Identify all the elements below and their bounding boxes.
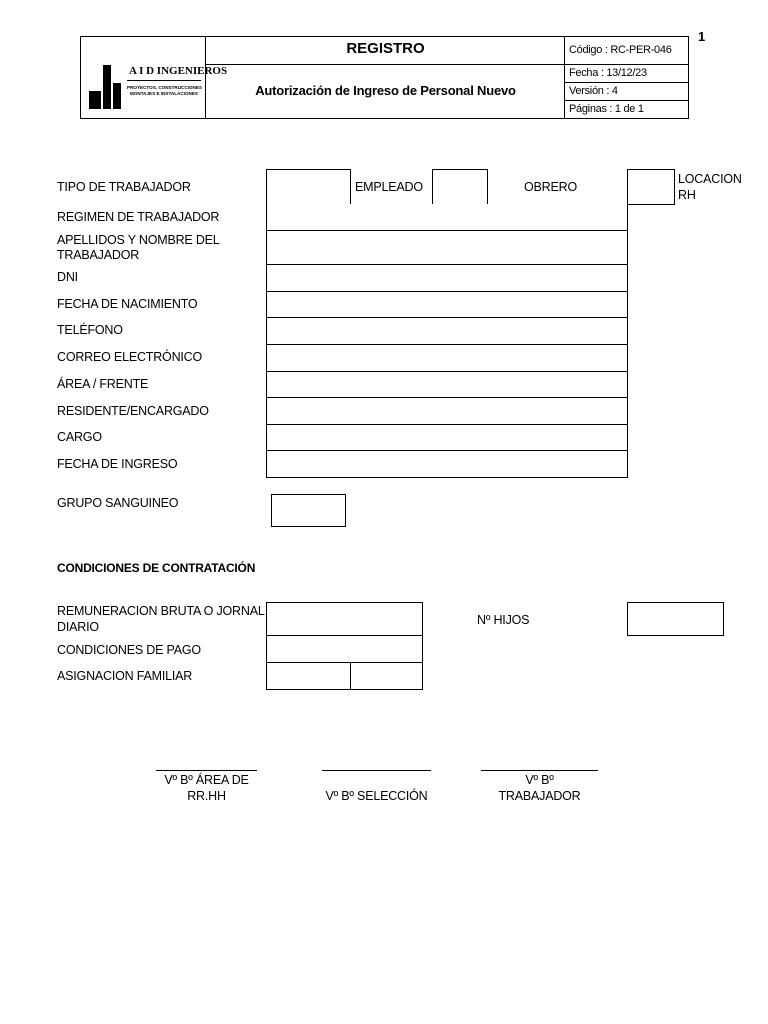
logo-subtitle: PROYECTOS, CONSTRUCCIONES xyxy=(127,85,202,90)
company-logo xyxy=(89,65,228,111)
document-subtitle: Autorización de Ingreso de Personal Nuevo xyxy=(255,83,516,98)
telefono-field[interactable] xyxy=(266,317,628,345)
fecha-nacimiento-label: FECHA DE NACIMIENTO xyxy=(57,297,198,311)
document-title: REGISTRO xyxy=(346,40,425,57)
signature-line-seleccion xyxy=(322,770,431,771)
grupo-sanguineo-label: GRUPO SANGUINEO xyxy=(57,496,179,510)
signature-trabajador-label: Vº Bº xyxy=(525,773,554,787)
empleado-checkbox[interactable] xyxy=(266,169,351,205)
telefono-label: TELÉFONO xyxy=(57,323,123,337)
area-label: ÁREA / FRENTE xyxy=(57,377,149,391)
cargo-field[interactable] xyxy=(266,424,628,451)
grupo-sanguineo-field[interactable] xyxy=(271,494,346,527)
condiciones-pago-label: CONDICIONES DE PAGO xyxy=(57,643,201,657)
signature-trabajador-label: TRABAJADOR xyxy=(498,789,581,803)
header-divider xyxy=(205,64,688,65)
logo-mark-icon xyxy=(89,65,125,109)
remuneracion-label: REMUNERACION BRUTA O JORNAL xyxy=(57,604,265,618)
area-field[interactable] xyxy=(266,371,628,398)
signature-line-rrhh xyxy=(156,770,257,771)
apellidos-label: APELLIDOS Y NOMBRE DEL xyxy=(57,233,220,247)
document-date: Fecha : 13/12/23 xyxy=(569,67,647,79)
condiciones-title: CONDICIONES DE CONTRATACIÓN xyxy=(57,561,256,575)
apellidos-field[interactable] xyxy=(266,230,628,265)
header-divider xyxy=(564,37,565,118)
fecha-nacimiento-field[interactable] xyxy=(266,291,628,318)
residente-label: RESIDENTE/ENCARGADO xyxy=(57,404,209,418)
apellidos-label: TRABAJADOR xyxy=(57,248,140,262)
document-code: Código : RC-PER-046 xyxy=(569,44,672,56)
signature-rrhh-label: Vº Bº ÁREA DE xyxy=(164,773,249,787)
header-divider xyxy=(564,100,688,101)
page-number: 1 xyxy=(698,29,706,44)
locacion-label: LOCACION xyxy=(678,172,742,186)
signature-rrhh-label: RR.HH xyxy=(187,789,226,803)
locacion-rh-checkbox[interactable] xyxy=(627,169,675,205)
asignacion-field-no[interactable] xyxy=(350,662,423,690)
document-header xyxy=(80,36,689,119)
locacion-label: RH xyxy=(678,188,696,202)
document-version: Versión : 4 xyxy=(569,85,618,97)
header-divider xyxy=(205,37,206,118)
fecha-ingreso-label: FECHA DE INGRESO xyxy=(57,457,178,471)
asignacion-label: ASIGNACION FAMILIAR xyxy=(57,669,193,683)
document-pages: Páginas : 1 de 1 xyxy=(569,103,644,115)
logo-subtitle: MONTAJES E INSTALACIONES xyxy=(130,91,198,96)
asignacion-field-yes[interactable] xyxy=(266,662,351,690)
obrero-label: OBRERO xyxy=(524,180,577,194)
header-divider xyxy=(564,82,688,83)
hijos-field[interactable] xyxy=(627,602,724,636)
remuneracion-label: DIARIO xyxy=(57,620,99,634)
regimen-label: REGIMEN DE TRABAJADOR xyxy=(57,210,220,224)
signature-line-trabajador xyxy=(481,770,598,771)
dni-label: DNI xyxy=(57,270,78,284)
correo-field[interactable] xyxy=(266,344,628,372)
logo-name: A I D INGENIEROS xyxy=(129,65,228,77)
obrero-checkbox[interactable] xyxy=(432,169,488,205)
signature-seleccion-label: Vº Bº SELECCIÓN xyxy=(325,789,428,803)
empleado-label: EMPLEADO xyxy=(355,180,423,194)
fecha-ingreso-field[interactable] xyxy=(266,450,628,478)
logo-rule xyxy=(127,80,201,81)
remuneracion-field[interactable] xyxy=(266,602,423,636)
hijos-label: Nº HIJOS xyxy=(477,613,530,627)
cargo-label: CARGO xyxy=(57,430,102,444)
correo-label: CORREO ELECTRÓNICO xyxy=(57,350,203,364)
regimen-field[interactable] xyxy=(266,204,628,231)
residente-field[interactable] xyxy=(266,397,628,425)
tipo-trabajador-label: TIPO DE TRABAJADOR xyxy=(57,180,191,194)
condiciones-pago-field[interactable] xyxy=(266,635,423,663)
dni-field[interactable] xyxy=(266,264,628,292)
